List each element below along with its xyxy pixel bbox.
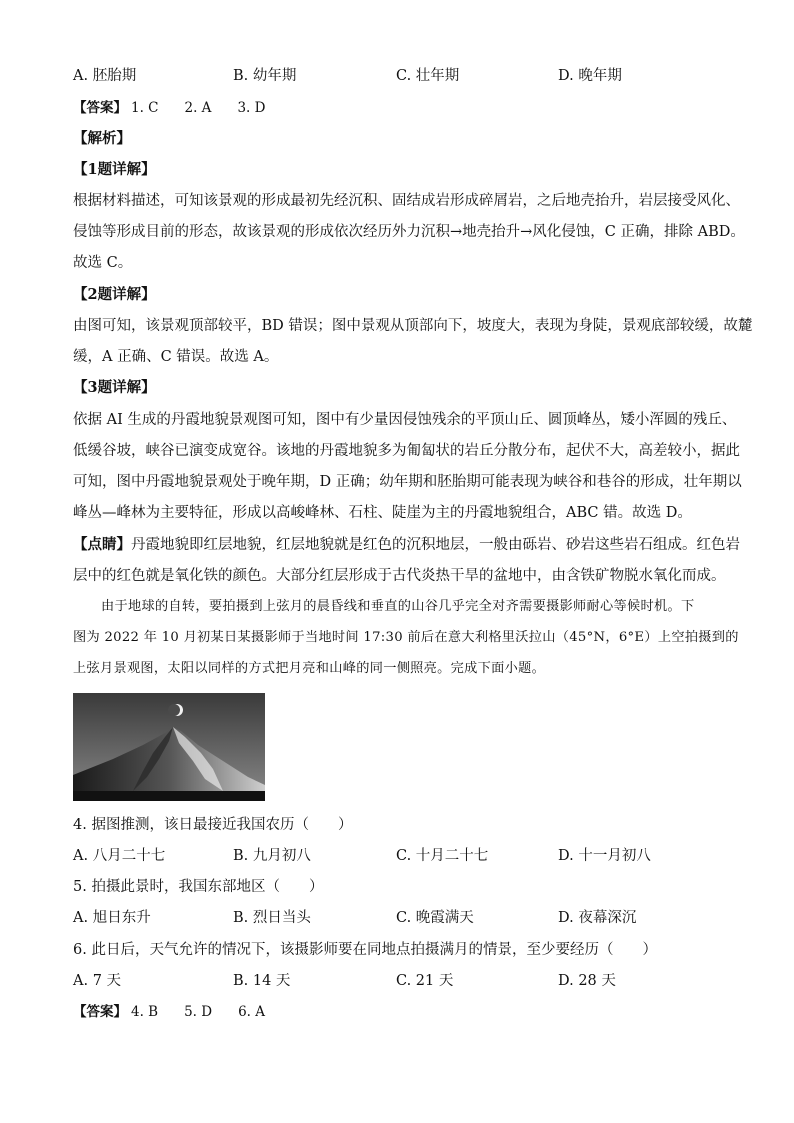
- detail-1-line: 根据材料描述，可知该景观的形成最初先经沉积、固结成岩形成碎屑岩，之后地壳抬升，岩层接受风化、: [73, 193, 740, 209]
- option-b: B. 14 天: [233, 973, 291, 989]
- detail-3-line: 依据 AI 生成的丹霞地貌景观图可知，图中有少量因侵蚀残余的平顶山丘、圆顶峰丛，矮小浑圆的残丘、: [73, 412, 737, 428]
- answer-line: [73, 1002, 265, 1022]
- option-b: B. 烈日当头: [233, 910, 311, 926]
- option-a: A. 八月二十七: [73, 848, 166, 864]
- option-b: B. 九月初八: [233, 848, 311, 864]
- option-d: D. 夜幕深沉: [558, 910, 637, 926]
- answer-item: 1. C: [131, 100, 159, 116]
- q6-options: [73, 971, 723, 991]
- answer-item: 3. D: [237, 100, 266, 116]
- option-d: D. 十一月初八: [558, 848, 651, 864]
- answer-item: 2. A: [184, 100, 212, 116]
- tip-label: 【点睛】: [73, 536, 131, 553]
- q3-options: [73, 66, 723, 86]
- analysis-label: 【解析】: [73, 130, 131, 147]
- q5-options: [73, 908, 723, 928]
- question-6: 6. 此日后，天气允许的情况下，该摄影师要在同地点拍摄满月的情景，至少要经历（ ）: [73, 942, 657, 958]
- option-c: C. 十月二十七: [396, 848, 489, 864]
- detail-1-title: 【1题详解】: [73, 161, 156, 178]
- detail-1-line: 侵蚀等形成目前的形态，故该景观的形成依次经历外力沉积→地壳抬升→风化侵蚀，C 正确，排除 ABD。: [73, 224, 745, 240]
- tip-text: 丹霞地貌即红层地貌，红层地貌就是红色的沉积地层，一般由砾岩、砂岩这些岩石组成。红色岩: [131, 537, 740, 553]
- option-c: C. 21 天: [396, 973, 454, 989]
- detail-2-line: 由图可知，该景观顶部较平，BD 错误；图中景观从顶部向下，坡度大，表现为身陡，景观底部较缓，故麓: [73, 318, 753, 334]
- option-a: A. 胚胎期: [73, 68, 137, 84]
- option-d: D. 28 天: [558, 973, 616, 989]
- answer-line: [73, 98, 265, 118]
- question-4: 4. 据图推测，该日最接近我国农历（ ）: [73, 817, 353, 833]
- option-b: B. 幼年期: [233, 68, 297, 84]
- detail-3-title: 【3题详解】: [73, 379, 156, 396]
- option-a: A. 7 天: [73, 973, 122, 989]
- q4-options: [73, 846, 723, 866]
- detail-3-line: 可知，图中丹霞地貌景观处于晚年期，D 正确；幼年期和胚胎期可能表现为峡谷和巷谷的形成，壮年期以: [73, 474, 742, 490]
- option-d: D. 晚年期: [558, 68, 622, 84]
- detail-2-title: 【2题详解】: [73, 286, 156, 303]
- detail-2-line: 缓，A 正确、C 错误。故选 A。: [73, 349, 279, 365]
- tip-line: 层中的红色就是氧化铁的颜色。大部分红层形成于古代炎热干旱的盆地中，由含铁矿物脱水氧化而成。: [73, 568, 726, 584]
- question-5: 5. 拍摄此景时，我国东部地区（ ）: [73, 879, 324, 895]
- tip-line: [73, 535, 740, 555]
- option-c: C. 壮年期: [396, 68, 460, 84]
- answer-item: 5. D: [184, 1004, 213, 1020]
- detail-3-line: 峰丛—峰林为主要特征，形成以高峻峰林、石柱、陡崖为主的丹霞地貌组合，ABC 错。故选 D。: [73, 505, 692, 521]
- stem-line: 由于地球的自转，要拍摄到上弦月的晨昏线和垂直的山谷几乎完全对齐需要摄影师耐心等候时机。下: [101, 599, 695, 614]
- answer-label: 【答案】: [73, 1004, 127, 1020]
- detail-1-line: 故选 C。: [73, 255, 133, 271]
- option-a: A. 旭日东升: [73, 910, 151, 926]
- answer-item: 6. A: [238, 1004, 266, 1020]
- stem-line: 图为 2022 年 10 月初某日某摄影师于当地时间 17:30 前后在意大利格里沃拉山（45°N，6°E）上空拍摄到的: [73, 630, 739, 645]
- moon-mountain-photo: [73, 693, 265, 801]
- option-c: C. 晚霞满天: [396, 910, 474, 926]
- stem-line: 上弦月景观图，太阳以同样的方式把月亮和山峰的同一侧照亮。完成下面小题。: [73, 661, 546, 676]
- answer-label: 【答案】: [73, 100, 127, 116]
- moon-mountain-photo-image: [73, 693, 265, 801]
- answer-item: 4. B: [131, 1004, 159, 1020]
- detail-3-line: 低缓谷坡，峡谷已演变成宽谷。该地的丹霞地貌多为匍匐状的岩丘分散分布，起伏不大，高差较小，据此: [73, 443, 740, 459]
